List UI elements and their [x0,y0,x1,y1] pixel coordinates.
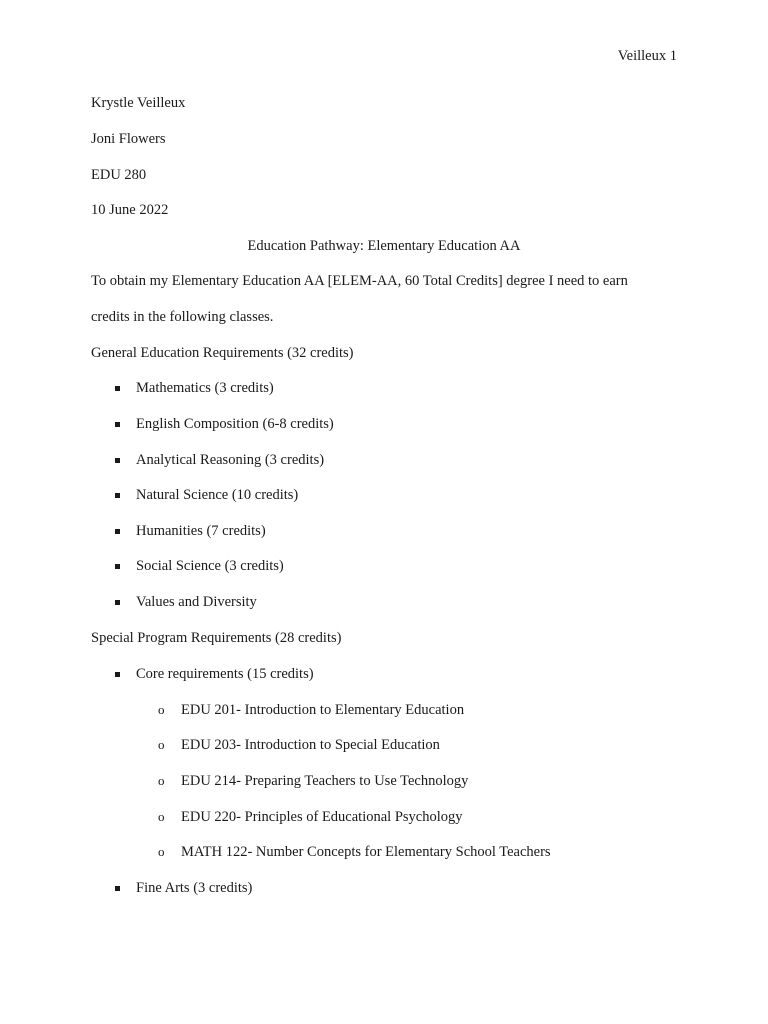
list-item-text: English Composition (6-8 credits) [136,416,334,432]
square-bullet-icon [115,886,120,891]
intro-line-2: credits in the following classes. [91,309,274,325]
general-requirements-title: General Education Requirements (32 credits) [91,345,354,361]
list-item-text: Analytical Reasoning (3 credits) [136,452,325,468]
special-requirements-title: Special Program Requirements (28 credits) [91,630,342,646]
circle-bullet-icon: o [158,702,165,717]
document-date: 10 June 2022 [91,202,169,218]
list-item-text: Social Science (3 credits) [136,558,284,574]
sub-list-item-text: MATH 122- Number Concepts for Elementary School Teachers [181,844,551,860]
sub-list-item-text: EDU 203- Introduction to Special Education [181,737,440,753]
sub-list-item-text: EDU 220- Principles of Educational Psychology [181,809,463,825]
square-bullet-icon [115,600,120,605]
list-item-text: Mathematics (3 credits) [136,380,274,396]
sub-list-item-text: EDU 214- Preparing Teachers to Use Technology [181,773,469,789]
list-item-text: Natural Science (10 credits) [136,487,299,503]
intro-line-1: To obtain my Elementary Education AA [ELEM-AA, 60 Total Credits] degree I need to earn [91,273,628,289]
list-item-text: Values and Diversity [136,594,257,610]
list-item-text: Humanities (7 credits) [136,523,266,539]
document-title: Education Pathway: Elementary Education AA [247,238,521,254]
instructor-name: Joni Flowers [91,131,166,147]
list-item-text: Core requirements (15 credits) [136,666,314,682]
square-bullet-icon [115,458,120,463]
circle-bullet-icon: o [158,844,165,859]
author-name: Krystle Veilleux [91,95,186,111]
square-bullet-icon [115,493,120,498]
square-bullet-icon [115,386,120,391]
square-bullet-icon [115,529,120,534]
square-bullet-icon [115,422,120,427]
circle-bullet-icon: o [158,809,165,824]
square-bullet-icon [115,564,120,569]
page-header: Veilleux 1 [617,48,677,64]
circle-bullet-icon: o [158,737,165,752]
sub-list-item-text: EDU 201- Introduction to Elementary Education [181,702,465,718]
square-bullet-icon [115,672,120,677]
circle-bullet-icon: o [158,773,165,788]
course-code: EDU 280 [91,167,147,183]
list-item-text: Fine Arts (3 credits) [136,880,253,896]
